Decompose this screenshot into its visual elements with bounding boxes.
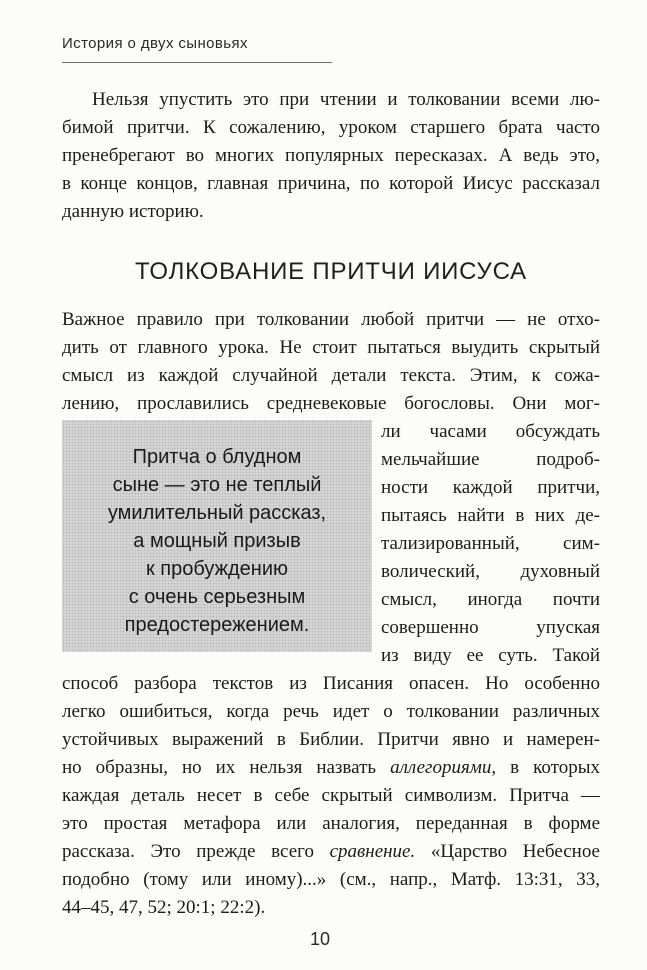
text-line: устойчивых выражений в Библии. Притчи явно и намерен- — [62, 729, 600, 750]
text-line: ли часами обсуждать — [381, 421, 600, 442]
text-line — [62, 754, 600, 782]
text-line — [62, 838, 600, 866]
section-heading: ТОЛКОВАНИЕ ПРИТЧИ ИИСУСА — [135, 258, 527, 285]
text-line: дить от главного урока. Не стоит пытаться выудить скрытый — [62, 337, 600, 358]
text-line: совершенно упуская — [381, 617, 600, 638]
pull-quote-line: предостережением. — [124, 614, 310, 636]
pull-quote-line: к пробуждению — [145, 558, 288, 580]
text-line: Нельзя упустить это при чтении и толковании всеми лю- — [92, 89, 600, 110]
text-line: каждая деталь несет в себе скрытый символизм. Притча — — [62, 785, 600, 806]
pull-quote-line: а мощный призыв — [133, 530, 301, 552]
text-line: ности каждой притчи, — [381, 477, 600, 498]
pull-quote-line: с очень серьезным — [128, 586, 306, 608]
text-line: легко ошибиться, когда речь идет о толковании различных — [62, 701, 600, 722]
text-line: смысл, иногда почти — [381, 589, 600, 610]
text-line: данную историю. — [62, 201, 204, 222]
text-segment: рассказа. Это прежде всего — [62, 841, 330, 862]
text-line: бимой притчи. К сожалению, уроком старшего брата часто — [62, 117, 600, 138]
italic-term: сравнение. — [329, 841, 416, 862]
text-segment: в которых — [496, 757, 600, 778]
text-line: пытаясь найти в них де- — [381, 505, 600, 526]
text-segment: «Царство Небесное — [415, 841, 600, 862]
text-line: волический, духовный — [381, 561, 600, 582]
text-line: пренебрегают во многих популярных пересказах. А ведь это, — [62, 145, 600, 166]
text-line: Важное правило при толковании любой притчи — не отхо- — [62, 309, 600, 330]
text-line: подобно (тому или иному)...» (см., напр., Матф. 13:31, 33, — [62, 869, 600, 890]
text-line: тализированный, сим- — [381, 533, 600, 554]
paragraph-2-bottom — [62, 670, 600, 922]
running-header: История о двух сыновьях — [62, 35, 248, 52]
text-line: мельчайшие подроб- — [381, 449, 600, 470]
text-line: в конце концов, главная причина, по которой Иисус рассказал — [62, 173, 600, 194]
text-line: из виду ее суть. Такой — [381, 645, 600, 666]
text-line: смысл из каждой случайной детали текста. Этим, к сожа- — [62, 365, 600, 386]
paragraph-2-top — [62, 306, 600, 418]
pull-quote — [62, 420, 372, 652]
pull-quote-line: сыне — это не теплый — [112, 474, 322, 496]
paragraph-1 — [62, 86, 600, 226]
italic-term: аллегориями, — [390, 757, 497, 778]
text-segment: но образны, но их нельзя назвать — [62, 757, 391, 778]
page-number: 10 — [309, 929, 331, 949]
pull-quote-line: умилительный рассказ, — [107, 502, 327, 524]
text-line: лению, прославились средневековые богословы. Они мог- — [62, 393, 600, 414]
header-rule — [62, 62, 332, 63]
text-line: это простая метафора или аналогия, переданная в форме — [62, 813, 600, 834]
pull-quote-line: Притча о блудном — [132, 446, 302, 468]
text-line: 44–45, 47, 52; 20:1; 22:2). — [62, 897, 266, 918]
paragraph-2-right-column — [381, 418, 600, 670]
text-line: способ разбора текстов из Писания опасен. Но особенно — [62, 673, 600, 694]
